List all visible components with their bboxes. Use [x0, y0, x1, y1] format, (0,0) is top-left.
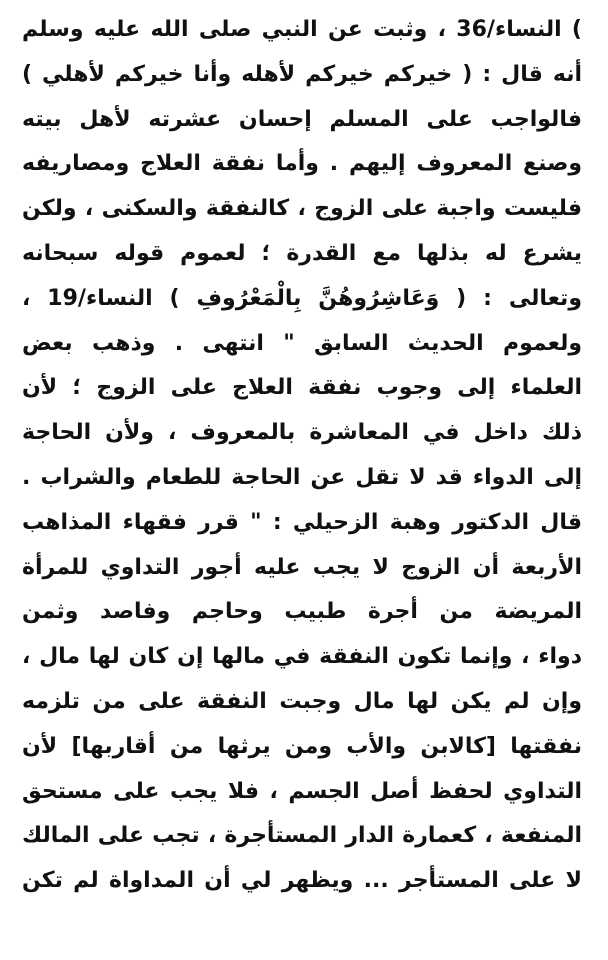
text-line: ولعموم الحديث السابق " انتهى . وذهب بعض: [22, 330, 582, 356]
text-line: فالواجب على المسلم إحسان عشرته لأهل بيته: [22, 106, 582, 132]
text-line: وإن لم يكن لها مال وجبت النفقة على من تلزمه: [22, 688, 582, 714]
text-line: وصنع المعروف إليهم . وأما نفقة العلاج ومصاريفه: [22, 151, 582, 177]
text-line: فليست واجبة على الزوج ، كالنفقة والسكنى ، ولكن: [22, 196, 582, 222]
text-line: وتعالى : ( وَعَاشِرُوهُنَّ بِالْمَعْرُوفِ ) النساء/19 ،: [22, 285, 582, 311]
text-line: المنفعة ، كعمارة الدار المستأجرة ، تجب على المالك: [22, 823, 582, 849]
text-line: نفقتها [كالابن والأب ومن يرثها من أقاربها] لأن: [22, 733, 582, 759]
text-line: العلماء إلى وجوب نفقة العلاج على الزوج ؛ لأن: [22, 375, 582, 401]
text-line: ذلك داخل في المعاشرة بالمعروف ، ولأن الحاجة: [22, 420, 582, 446]
article-text: [22, 8, 582, 904]
text-line: أنه قال : ( خيركم خيركم لأهله وأنا خيركم لأهلي ): [22, 61, 582, 87]
text-line: المريضة من أجرة طبيب وحاجم وفاصد وثمن: [22, 599, 582, 625]
text-line: إلى الدواء قد لا تقل عن الحاجة للطعام والشراب .: [22, 464, 582, 490]
text-line: قال الدكتور وهبة الزحيلي : " قرر فقهاء المذاهب: [22, 509, 582, 535]
text-line: التداوي لحفظ أصل الجسم ، فلا يجب على مستحق: [22, 778, 582, 804]
text-line: لا على المستأجر ... ويظهر لي أن المداواة لم تكن: [22, 868, 582, 894]
text-line: يشرع له بذلها مع القدرة ؛ لعموم قوله سبحانه: [22, 240, 582, 266]
text-line: الأربعة أن الزوج لا يجب عليه أجور التداوي للمرأة: [22, 554, 582, 580]
text-line: دواء ، وإنما تكون النفقة في مالها إن كان لها مال ،: [22, 644, 582, 670]
text-line: ) النساء/36 ، وثبت عن النبي صلى الله عليه وسلم: [22, 17, 582, 42]
